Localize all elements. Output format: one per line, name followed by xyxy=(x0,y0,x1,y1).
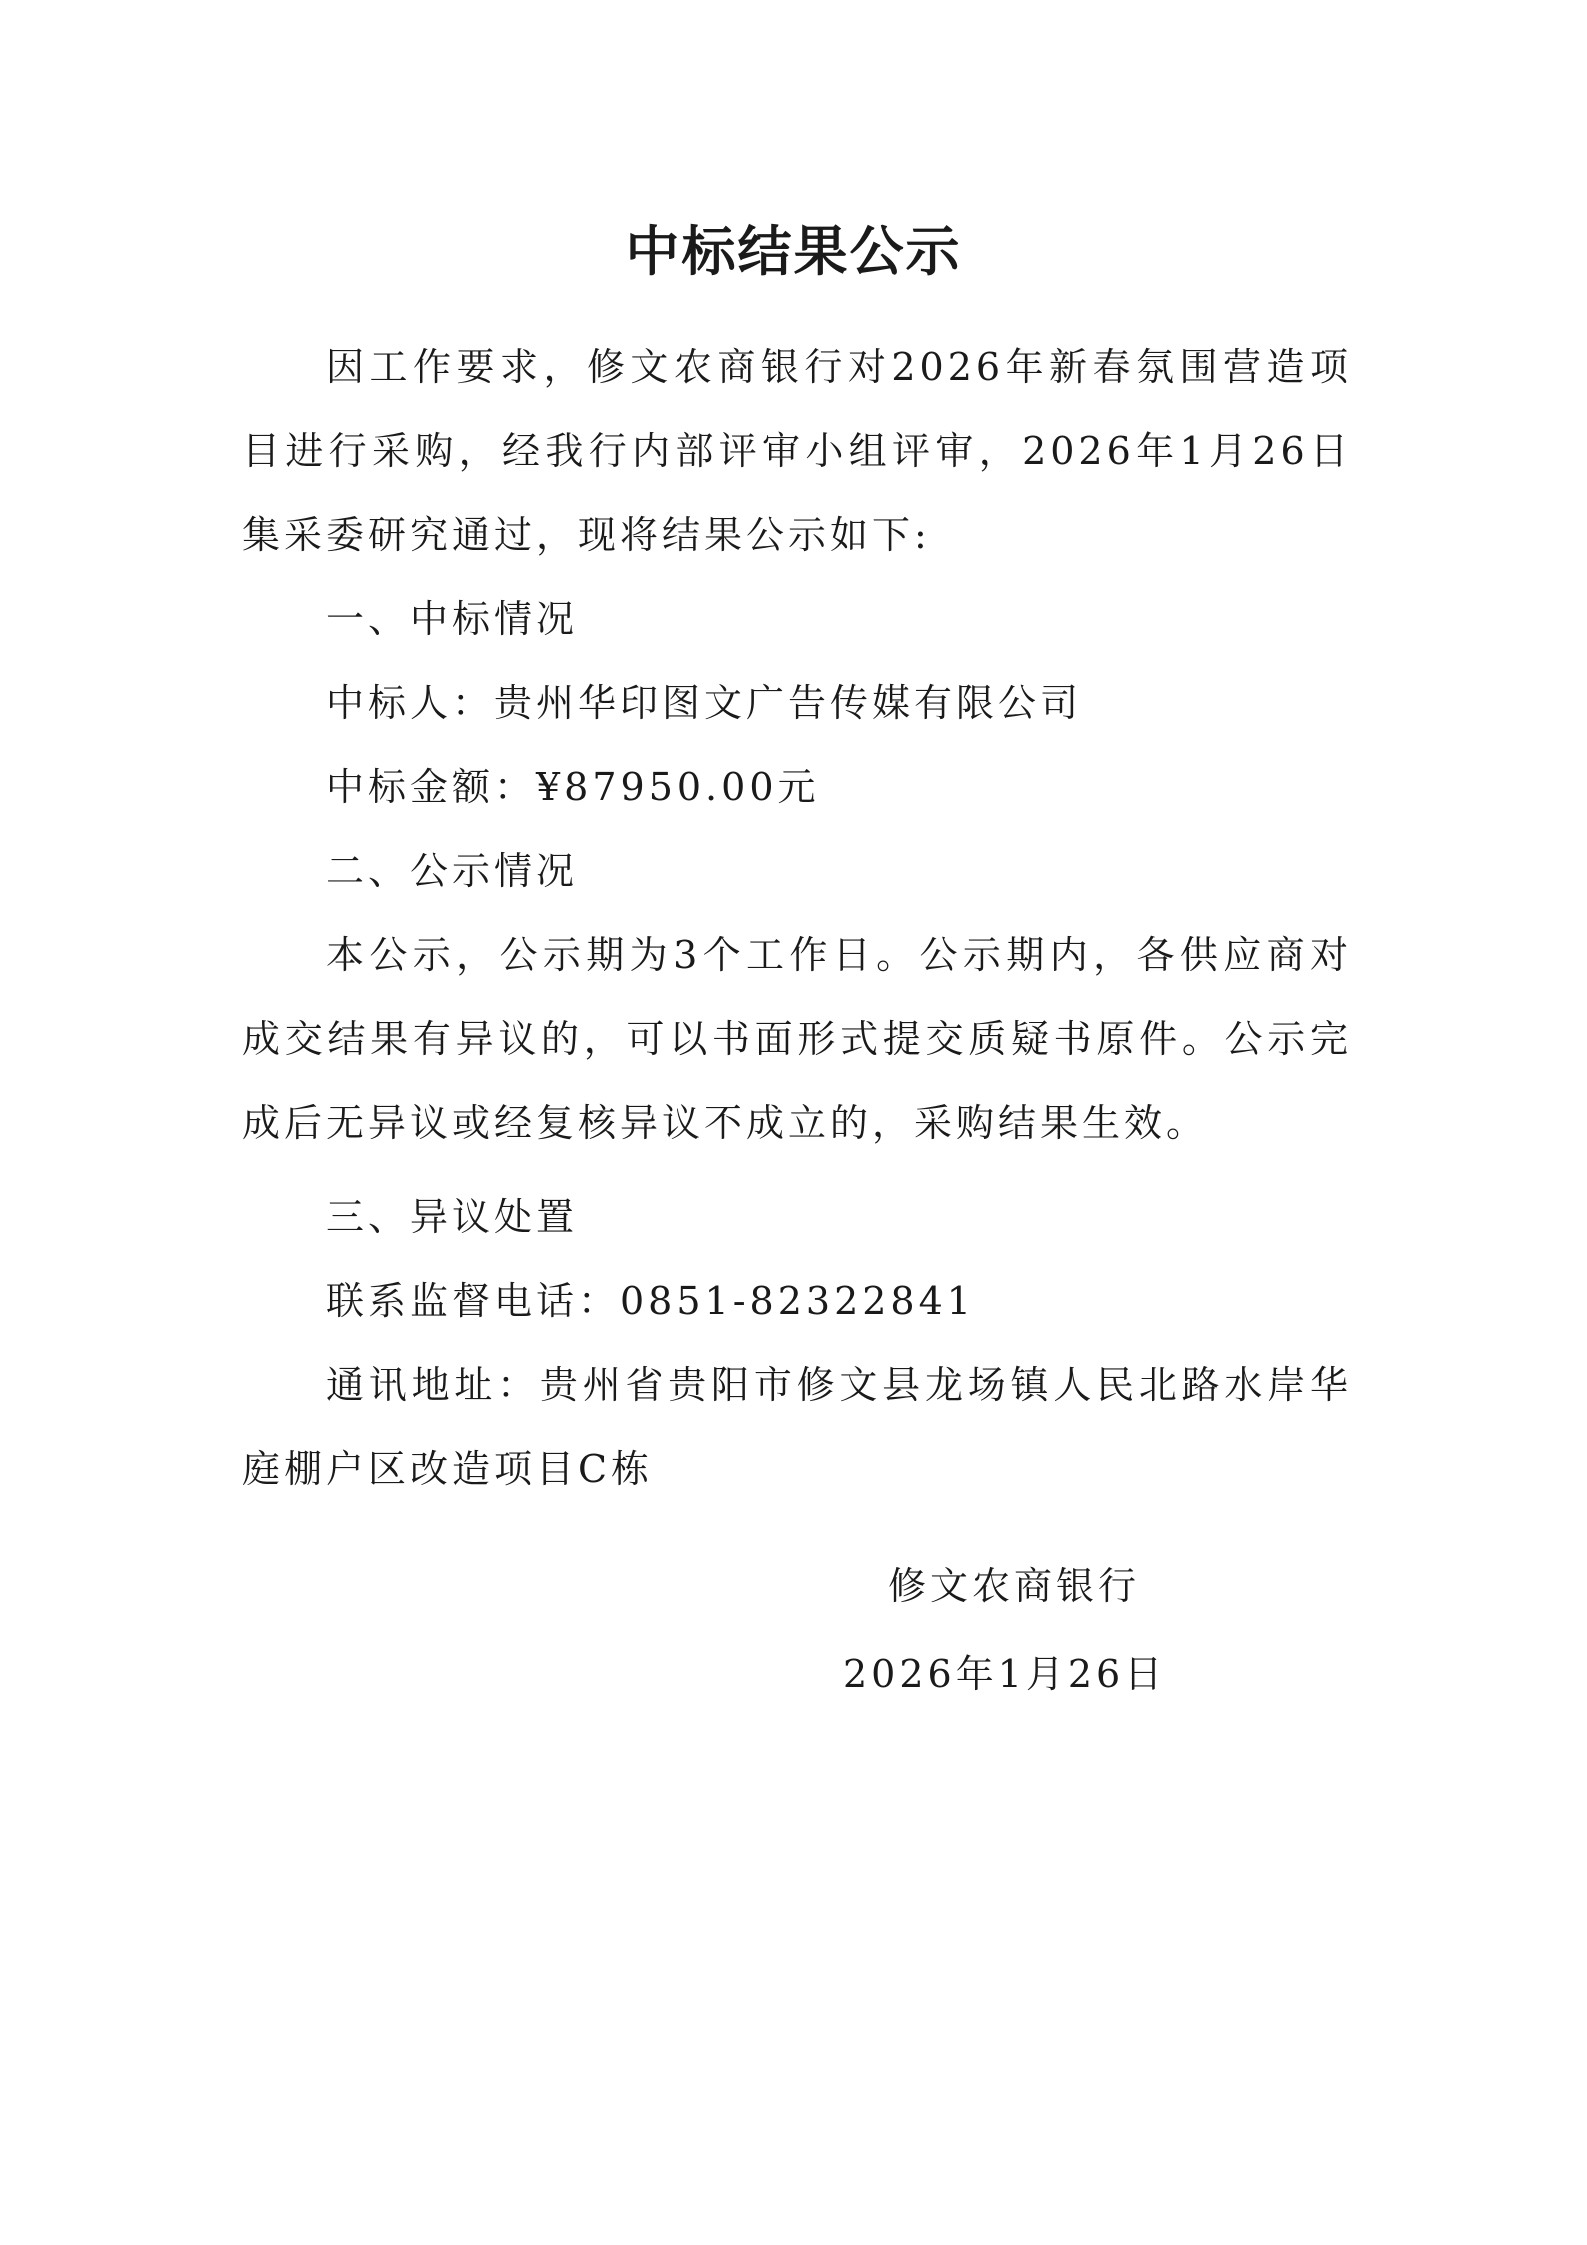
phone-line: 联系监督电话：0851-82322841 xyxy=(326,1279,975,1323)
address-line: 通讯地址：贵州省贵阳市修文县龙场镇人民北路水岸华庭棚户区改造项目C栋 xyxy=(242,1363,1352,1491)
section-heading-objection: 三、异议处置 xyxy=(326,1195,579,1239)
signature-date: 2026年1月26日 xyxy=(843,1652,1167,1696)
signature-org: 修文农商银行 xyxy=(888,1564,1141,1608)
intro-paragraph: 因工作要求，修文农商银行对2026年新春氛围营造项目进行采购，经我行内部评审小组评审，2026年1月26日集采委研究通过，现将结果公示如下: xyxy=(242,345,1352,557)
document-title: 中标结果公示 xyxy=(625,220,962,283)
amount-line: 中标金额：¥87950.00元 xyxy=(326,765,820,809)
document-body xyxy=(242,325,1352,1511)
section-heading-publicity: 二、公示情况 xyxy=(326,849,579,893)
section-heading-award: 一、中标情况 xyxy=(326,597,579,641)
winner-line: 中标人：贵州华印图文广告传媒有限公司 xyxy=(326,681,1083,725)
publicity-paragraph: 本公示，公示期为3个工作日。公示期内，各供应商对成交结果有异议的，可以书面形式提交质疑书原件。公示完成后无异议或经复核异议不成立的，采购结果生效。 xyxy=(242,933,1352,1145)
